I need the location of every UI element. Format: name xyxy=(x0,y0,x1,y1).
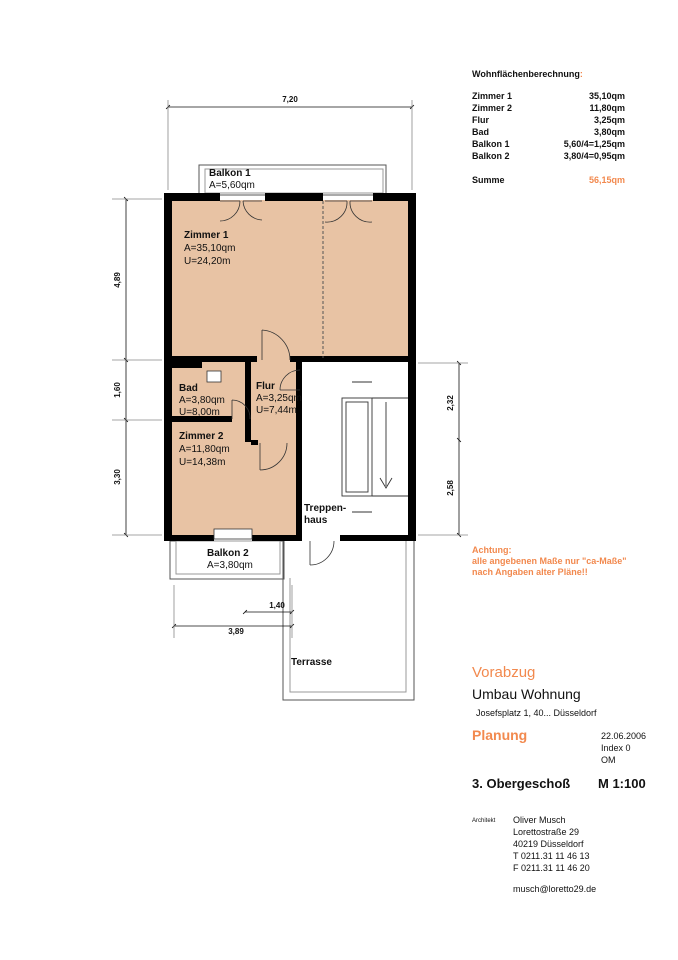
plan-date: 22.06.2006 xyxy=(601,731,647,741)
wall-flur-stair xyxy=(296,362,302,540)
dim-label-right-lower: 2,58 xyxy=(446,480,455,496)
note-line: alle angebenen Maße nur "ca-Maße" xyxy=(472,556,627,566)
stair-well xyxy=(342,398,372,496)
bad-area: A=3,80qm xyxy=(179,395,225,406)
area-row-value: 11,80qm xyxy=(589,103,625,113)
area-row-label: Zimmer 1 xyxy=(472,91,513,101)
wall-right-stair xyxy=(408,365,416,540)
architect-phone: T 0211.31 11 46 13 xyxy=(513,851,590,861)
bad-fixture xyxy=(207,371,221,382)
area-calc-title-colon: : xyxy=(579,69,583,79)
wall-top-mid xyxy=(265,193,323,201)
zimmer2-perimeter: U=14,38m xyxy=(179,457,226,468)
architect-label: Architekt xyxy=(472,818,496,824)
area-row-value: 3,80/4=0,95qm xyxy=(563,151,625,161)
wall-bad-niche xyxy=(172,362,202,368)
staircase xyxy=(342,382,408,512)
flur-perimeter: U=7,44m xyxy=(256,405,297,416)
bad-name: Bad xyxy=(179,383,198,394)
area-row-value: 3,80qm xyxy=(593,127,625,137)
treppenhaus-label-1: Treppen- xyxy=(304,503,347,514)
terrasse-inner xyxy=(290,541,406,692)
floor-title: 3. Obergeschoß xyxy=(472,776,571,791)
stair-arrow xyxy=(380,402,392,488)
wall-right-upper xyxy=(408,193,416,365)
treppenhaus-label-2: haus xyxy=(304,515,328,526)
wall-bottom-right xyxy=(340,535,416,541)
zimmer2-name: Zimmer 2 xyxy=(179,431,224,442)
wall-bottom-left xyxy=(164,535,214,541)
dim-label-right-upper: 2,32 xyxy=(446,395,455,411)
balkon2-area: A=3,80qm xyxy=(207,560,253,571)
area-sum-value: 56,15qm xyxy=(588,175,625,185)
terrasse-label: Terrasse xyxy=(291,657,332,668)
plan-initials: OM xyxy=(601,755,616,765)
stair-landing-lines xyxy=(352,382,372,512)
flur-area: A=3,25qm xyxy=(256,393,302,404)
balkon2-name: Balkon 2 xyxy=(207,548,249,559)
area-row-label: Zimmer 2 xyxy=(472,103,513,113)
zimmer2-area: A=11,80qm xyxy=(179,444,230,455)
flur-name: Flur xyxy=(256,381,275,392)
balkon1-name: Balkon 1 xyxy=(209,168,251,179)
dim-label-bottom-small: 1,40 xyxy=(269,601,285,610)
architect-street: Lorettostraße 29 xyxy=(513,827,580,837)
dim-label-bottom: 3,89 xyxy=(228,627,244,636)
area-row-value: 5,60/4=1,25qm xyxy=(563,139,625,149)
wall-zimmer1-bottom-left xyxy=(172,356,257,362)
zimmer1-name: Zimmer 1 xyxy=(184,230,229,241)
dim-label-left-middle: 1,60 xyxy=(113,382,122,398)
architect-fax: F 0211.31 11 46 20 xyxy=(513,863,590,873)
note-line: Achtung: xyxy=(472,545,512,555)
door-balkon2 xyxy=(214,529,252,539)
stair-well-inner xyxy=(346,402,368,492)
balkon1-area: A=5,60qm xyxy=(209,180,255,191)
area-row-value: 3,25qm xyxy=(593,115,625,125)
wall-zimmer1-bottom-right xyxy=(290,356,408,362)
area-row-label: Flur xyxy=(472,115,489,125)
dim-label-left-lower: 3,30 xyxy=(113,469,122,485)
bad-perimeter: U=8,00m xyxy=(179,407,220,418)
area-row-label: Bad xyxy=(472,127,490,137)
zimmer1-area: A=35,10qm xyxy=(184,243,236,254)
terrasse-outline xyxy=(283,541,414,700)
project-address: Josefsplatz 1, 40... Düsseldorf xyxy=(476,708,597,718)
architect-city: 40219 Düsseldorf xyxy=(513,839,584,849)
zimmer1-fill xyxy=(170,200,410,360)
zimmer1-perimeter: U=24,20m xyxy=(184,256,231,267)
dim-label-left-upper: 4,89 xyxy=(113,272,122,288)
wall-top-left xyxy=(164,193,220,201)
status-label: Vorabzug xyxy=(472,664,536,681)
area-row-label: Balkon 1 xyxy=(472,139,510,149)
area-row-label: Balkon 2 xyxy=(472,151,510,161)
dim-label-top: 7,20 xyxy=(282,95,298,104)
project-title: Umbau Wohnung xyxy=(472,686,581,702)
architect-name: Oliver Musch xyxy=(513,815,566,825)
area-sum-label: Summe xyxy=(472,175,505,185)
architect-email: musch@loretto29.de xyxy=(513,884,597,894)
phase-label: Planung xyxy=(472,727,528,743)
plan-scale: M 1:100 xyxy=(598,776,646,791)
wall-stub xyxy=(251,440,258,445)
wall-bad-flur xyxy=(245,362,251,442)
plan-index: Index 0 xyxy=(601,743,631,753)
door-terrasse xyxy=(310,541,334,565)
note-line: nach Angaben alter Pläne!! xyxy=(472,567,588,577)
area-calc-title-text: Wohnflächenberechnung xyxy=(472,69,580,79)
wall-left xyxy=(164,193,172,540)
area-row-value: 35,10qm xyxy=(588,91,625,101)
wall-bottom-mid xyxy=(252,535,302,541)
